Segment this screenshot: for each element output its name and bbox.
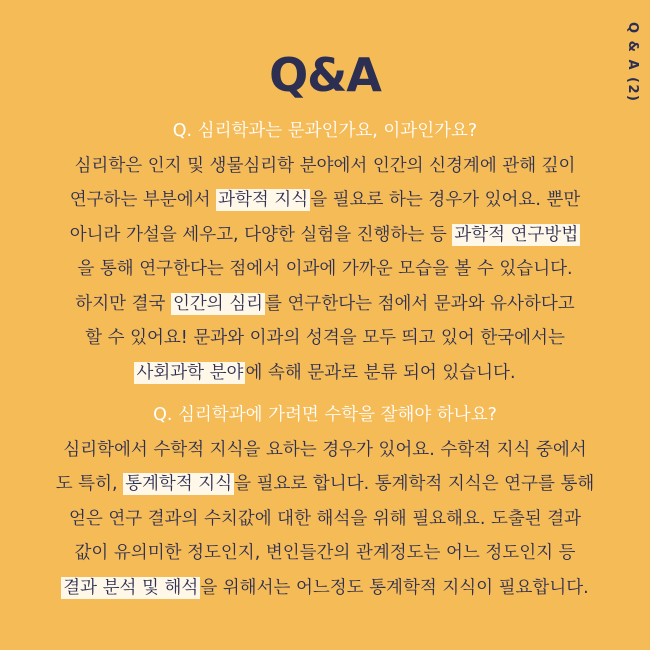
question-2: Q. 심리학과에 가려면 수학을 잘해야 하나요? — [153, 405, 497, 425]
answer-line — [40, 433, 610, 468]
answer-text: 을 위해서는 어느정도 통계학적 지식이 필요합니다. — [200, 577, 589, 598]
answer-line — [40, 536, 610, 571]
highlighted-term: 사회과학 분야 — [136, 362, 244, 383]
answer-line — [40, 467, 610, 502]
answer-line — [40, 502, 610, 537]
highlighted-term: 통계학적 지식 — [125, 474, 233, 494]
answer-text: 을 통해 연구한다는 점에서 이과에 가까운 모습을 볼 수 있습니다. — [77, 259, 573, 279]
answer-text: 심리학은 인지 및 생물심리학 분야에서 인간의 신경계에 관해 깊이 — [74, 155, 576, 176]
answer-text: 을 필요로 하는 경우가 있어요. 뿐만 — [310, 190, 581, 210]
qa-section-2 — [40, 398, 610, 605]
answer-line — [40, 149, 610, 184]
answer-text: 값이 유의미한 정도인지, 변인들간의 관계정도는 어느 정도인지 등 — [74, 543, 576, 563]
answer-text: 연구하는 부분에서 — [69, 190, 217, 210]
answer-line — [40, 321, 610, 356]
answer-line — [40, 252, 610, 287]
answer-text: 심리학에서 수학적 지식을 요하는 경우가 있어요. 수학적 지식 중에서 — [63, 439, 587, 460]
question-1: Q. 심리학과는 문과인가요, 이과인가요? — [172, 121, 478, 141]
answer-line — [40, 571, 610, 606]
highlighted-term: 과학적 연구방법 — [454, 224, 579, 245]
answer-2 — [40, 433, 610, 606]
page-title: Q&A — [269, 48, 381, 102]
answer-text: 얻은 연구 결과의 수치값에 대한 해석을 위해 필요해요. 도출된 결과 — [68, 508, 582, 529]
answer-line — [40, 356, 610, 391]
answer-text: 을 필요로 합니다. 통계학적 지식은 연구를 통해 — [234, 474, 595, 494]
answer-text: 에 속해 문과로 분류 되어 있습니다. — [245, 362, 516, 383]
answer-line — [40, 287, 610, 322]
highlighted-term: 인간의 심리 — [172, 293, 264, 314]
highlighted-term: 결과 분석 및 해석 — [63, 577, 199, 598]
highlighted-term: 과학적 지식 — [218, 190, 309, 210]
answer-text: 도 특히, — [55, 474, 124, 494]
qa-section-1 — [40, 114, 610, 390]
answer-1 — [40, 149, 610, 391]
answer-text: 를 연구한다는 점에서 문과와 유사하다고 — [265, 293, 575, 314]
side-label: Q & A (2) — [625, 22, 640, 103]
answer-text: 아니라 가설을 세우고, 다양한 실험을 진행하는 등 — [69, 224, 453, 245]
answer-text: 하지만 결국 — [75, 293, 171, 314]
answer-line — [40, 183, 610, 218]
answer-text: 할 수 있어요! 문과와 이과의 성격을 모두 띄고 있어 한국에서는 — [85, 328, 565, 348]
answer-line — [40, 218, 610, 253]
